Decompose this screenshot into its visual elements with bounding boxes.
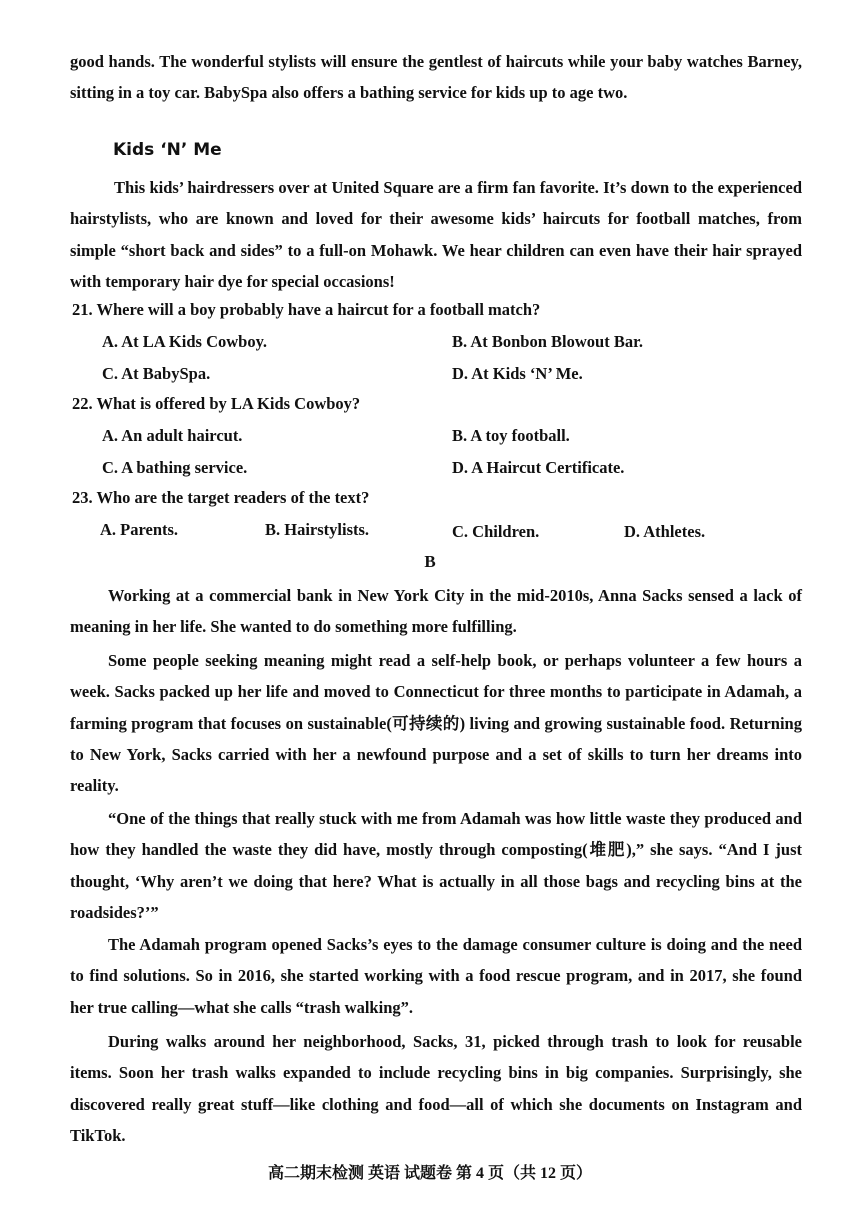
question-22-option-d: D. A Haircut Certificate. — [452, 458, 625, 477]
kids-n-me-paragraph: This kids’ hairdressers over at United Square are a firm fan favorite. It’s down to the experienced hairstylists, who are known and loved for their awesome kids’ haircuts for football matches, from simple “short back and sides” to a full-on Mohawk. We hear children can even have their hair sprayed with temporary hair dye for special occasions! — [70, 178, 802, 291]
question-21-option-c: C. At BabySpa. — [102, 364, 211, 383]
page-footer: 高二期末检测 英语 试题卷 第 4 页（共 12 页） — [267, 1165, 592, 1182]
passage-b-paragraph-1: Working at a commercial bank in New York City in the mid-2010s, Anna Sacks sensed a lack of meaning in her life. She wanted to do something more fulfilling. — [70, 586, 802, 637]
question-21-option-a: A. At LA Kids Cowboy. — [102, 332, 268, 351]
passage-b-paragraph-5: During walks around her neighborhood, Sacks, 31, picked through trash to look for reusable items. Soon her trash walks expanded to include recycling bins in big companies. Surprisingly, she discovered really great stuff—like clothing and food—all of which she documents on Instagram and TikTok. — [70, 1032, 802, 1145]
question-22-option-b: B. A toy football. — [452, 426, 570, 445]
passage-b-paragraph-3: “One of the things that really stuck with me from Adamah was how little waste they produced and how they handled the waste they did have, mostly through composting(堆肥),” she says. “And I just thought, ‘Why aren’t we doing that here? What is actually in all those bags and recycling bins at the roadsides?’” — [70, 809, 802, 922]
question-21-option-d: D. At Kids ‘N’ Me. — [452, 364, 583, 383]
intro-paragraph-end: good hands. The wonderful stylists will ensure the gentlest of haircuts while your baby watches Barney, sitting in a toy car. BabySpa also offers a bathing service for kids up to age two. — [70, 52, 802, 103]
question-23-option-d: D. Athletes. — [624, 522, 706, 541]
section-label-b: B — [424, 552, 436, 571]
question-22-option-a: A. An adult haircut. — [102, 426, 243, 445]
question-21-stem: 21. Where will a boy probably have a haircut for a football match? — [72, 300, 541, 319]
question-23-stem: 23. Who are the target readers of the text? — [72, 488, 370, 507]
question-23-option-a: A. Parents. — [100, 520, 179, 539]
question-23-option-c: C. Children. — [452, 522, 540, 541]
question-22-option-c: C. A bathing service. — [102, 458, 248, 477]
passage-b-paragraph-4: The Adamah program opened Sacks’s eyes to the damage consumer culture is doing and the need to find solutions. So in 2016, she started working with a food rescue program, and in 2017, she found her true calling—what she calls “trash walking”. — [70, 935, 802, 1017]
question-22-stem: 22. What is offered by LA Kids Cowboy? — [72, 394, 361, 413]
question-23-option-b: B. Hairstylists. — [265, 520, 370, 539]
section-heading-kids-n-me: Kids ‘N’ Me — [113, 140, 222, 160]
passage-b-paragraph-2: Some people seeking meaning might read a self-help book, or perhaps volunteer a few hours a week. Sacks packed up her life and moved to Connecticut for three months to participate in Adamah, a farming program that focuses on sustainable(可持续的) living and growing sustainable food. Returning to New York, Sacks carried with her a newfound purpose and a set of skills to turn her dreams into reality. — [70, 651, 802, 796]
question-21-option-b: B. At Bonbon Blowout Bar. — [452, 332, 644, 351]
